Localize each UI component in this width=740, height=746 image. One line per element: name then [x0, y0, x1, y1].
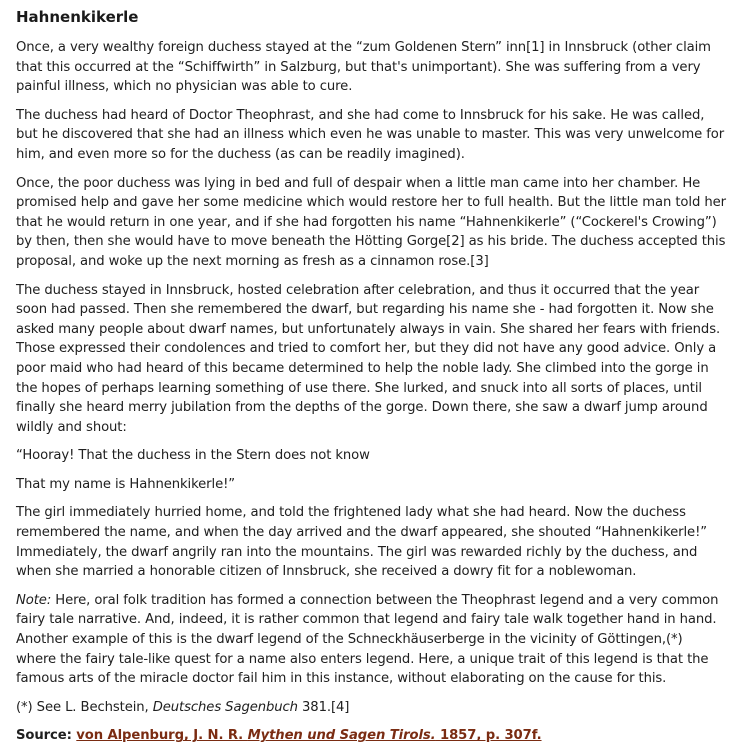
- paragraph-5: The girl immediately hurried home, and told the frightened lady what she had heard. Now the duchess remembered the name, and when the day arrived and the dwarf appeared, she shouted “Hahnenkikerle!” Immediately, the dwarf angrily ran into the mountains. The girl was rewarded richly by the duchess, and when she married a honorable citizen of Innsbruck, she received a dowry fit for a noblewoman.: [16, 505, 707, 580]
- note-text: Here, oral folk tradition has formed a connection between the Theophrast legend and a very common fairy tale narrative. And, indeed, it is rather common that legend and fairy tale walk together hand in hand. Another example of this is the dwarf legend of the Schneckhäuserberge in the vicinity of Göttingen,(*) where the fairy tale-like quest for a name also enters legend. Here, a unique trait of this legend is that the famous arts of the miracle doctor fail him in this instance, without elaborating on the cause for this.: [16, 592, 719, 687]
- source-link-suffix: 1857, p. 307f.: [435, 728, 542, 744]
- note-label: Note:: [16, 592, 52, 608]
- verse-line-1: “Hooray! That the duchess in the Stern does not know: [16, 448, 370, 464]
- source-line: [16, 726, 726, 746]
- page-title: Hahnenkikerle: [16, 8, 139, 26]
- source-link-title: Mythen und Sagen Tirols.: [247, 728, 436, 744]
- footnote: [16, 698, 726, 718]
- paragraph-4: The duchess stayed in Innsbruck, hosted celebration after celebration, and thus it occurred that the year soon had passed. Then she remembered the dwarf, but regarding his name she - had forgotten it. Now she asked many people about dwarf names, but unfortunately always in vain. She shared her fears with friends. Those expressed their condolences and tried to comfort her, but they did not have any good advice. Only a poor maid who had heard of this became determined to help the noble lady. She climbed into the gorge in the hopes of perhaps learning something of use there. She lurked, and snuck into all sorts of places, until finally she heard merry jubilation from the depths of the gorge. Down there, she saw a dwarf jump around wildly and shout:: [16, 282, 721, 435]
- footnote-prefix: (*) See L. Bechstein,: [16, 699, 153, 715]
- footnote-work: Deutsches Sagenbuch: [152, 699, 298, 715]
- source-label: Source:: [16, 728, 72, 744]
- footnote-suffix: 381.[4]: [297, 699, 350, 715]
- source-link[interactable]: [76, 728, 541, 743]
- note-paragraph: [16, 591, 726, 689]
- paragraph-2: The duchess had heard of Doctor Theophrast, and she had come to Innsbruck for his sake. He was called, but he discovered that she had an illness which even he was unable to master. This was very unwelcome for him, and even more so for the duchess (as can be readily imagined).: [16, 107, 725, 162]
- verse-line-2: That my name is Hahnenkikerle!”: [16, 476, 236, 492]
- paragraph-3: Once, the poor duchess was lying in bed and full of despair when a little man came into her chamber. He promised help and gave her some medicine which would restore her to full health. But the little man told her that he would return in one year, and if she had forgotten his name “Hahnenkikerle” (“Cockerel's Crowing”) by then, then she would have to move beneath the Hötting Gorge[2] as his bride. The duchess accepted this proposal, and woke up the next morning as fresh as a cinnamon rose.[3]: [16, 175, 726, 269]
- source-link-author: von Alpenburg, J. N. R.: [76, 728, 248, 744]
- paragraph-1: Once, a very wealthy foreign duchess stayed at the “zum Goldenen Stern” inn[1] in Innsbruck (other claim that this occurred at the “Schiffwirth” in Salzburg, but that's unimportant). She was suffering from a very painful illness, which no physician was able to cure.: [16, 40, 711, 95]
